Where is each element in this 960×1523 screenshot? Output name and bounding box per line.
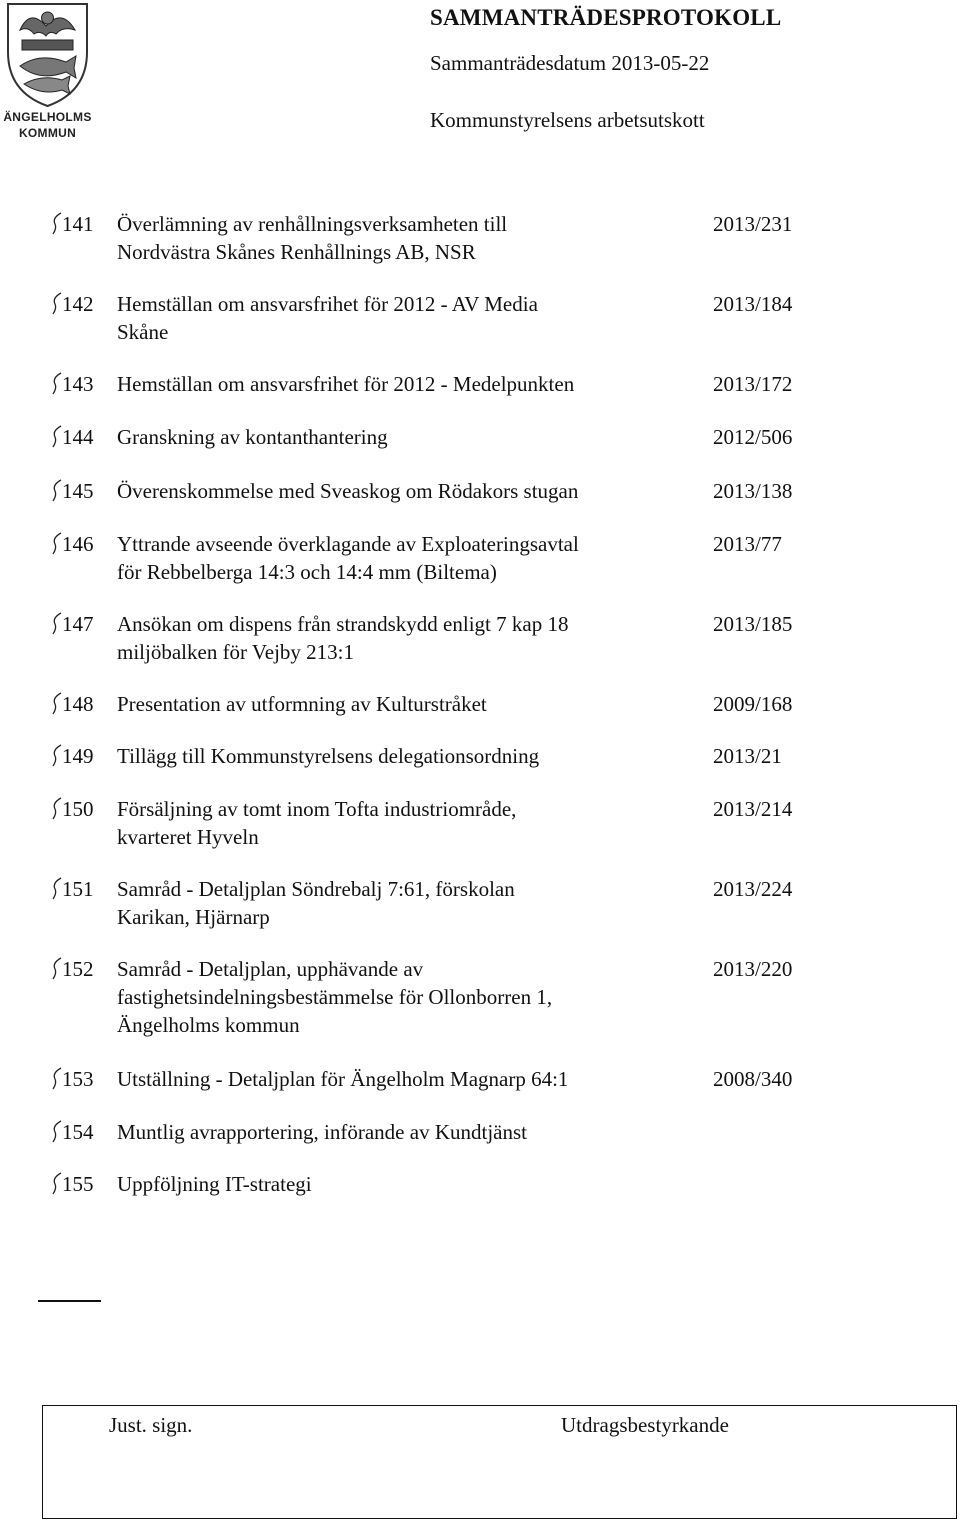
document-title: SAMMANTRÄDESPROTOKOLL xyxy=(430,5,782,30)
agenda-title-line: Granskning av kontanthantering xyxy=(117,425,388,449)
agenda-title-line: Ängelholms kommun xyxy=(117,1013,300,1037)
paragraph-number: 153 xyxy=(62,1067,94,1091)
agenda-title-line: Muntlig avrapportering, införande av Kundtjänst xyxy=(117,1120,527,1144)
agenda-title xyxy=(117,1118,707,1146)
logo-name-line1: ÄNGELHOLMS xyxy=(3,110,92,124)
agenda-title-line: Skåne xyxy=(117,320,169,344)
agenda-title xyxy=(117,955,707,1039)
meeting-date: Sammanträdesdatum 2013-05-22 xyxy=(430,51,710,75)
agenda-title-line: Utställning - Detaljplan för Ängelholm Magnarp 64:1 xyxy=(117,1067,569,1091)
agenda-title-line: miljöbalken för Vejby 213:1 xyxy=(117,640,354,664)
paragraph-number: 149 xyxy=(62,744,94,768)
agenda-title xyxy=(117,530,707,586)
agenda-title xyxy=(117,290,707,346)
agenda-title-line: Uppföljning IT-strategi xyxy=(117,1172,312,1196)
paragraph-number: 155 xyxy=(62,1172,94,1196)
agenda-title xyxy=(117,1170,707,1198)
agenda-title xyxy=(117,210,707,266)
municipality-logo xyxy=(0,0,95,145)
case-number: 2013/214 xyxy=(713,797,793,821)
agenda-title-line: Presentation av utformning av Kulturstråket xyxy=(117,692,487,716)
case-number: 2013/185 xyxy=(713,612,793,636)
agenda-title xyxy=(117,423,707,451)
committee-name: Kommunstyrelsens arbetsutskott xyxy=(430,108,705,132)
case-number: 2013/172 xyxy=(713,372,793,396)
case-number: 2009/168 xyxy=(713,692,793,716)
paragraph-number: 150 xyxy=(62,797,94,821)
agenda-title xyxy=(117,610,707,666)
paragraph-number: 144 xyxy=(62,425,94,449)
paragraph-number: 151 xyxy=(62,877,94,901)
just-sign-label: Just. sign. xyxy=(109,1413,193,1437)
coat-of-arms-icon xyxy=(0,0,95,108)
agenda-title xyxy=(117,875,707,931)
agenda-title-line: Försäljning av tomt inom Tofta industriområde, xyxy=(117,797,517,821)
case-number: 2013/220 xyxy=(713,957,793,981)
agenda-title-line: Tillägg till Kommunstyrelsens delegationsordning xyxy=(117,744,540,768)
agenda-title-line: Överenskommelse med Sveaskog om Rödakors stugan xyxy=(117,479,579,503)
case-number: 2013/138 xyxy=(713,479,793,503)
agenda-title-line: Överlämning av renhållningsverksamheten till xyxy=(117,212,508,236)
case-number: 2013/21 xyxy=(713,744,782,768)
agenda-title-line: Ansökan om dispens från strandskydd enligt 7 kap 18 xyxy=(117,612,569,636)
agenda-title-line: Samråd - Detaljplan Söndrebalj 7:61, förskolan xyxy=(117,877,515,901)
paragraph-number: 148 xyxy=(62,692,94,716)
agenda-title-line: Yttrande avseende överklagande av Exploateringsavtal xyxy=(117,532,579,556)
paragraph-number: 142 xyxy=(62,292,94,316)
case-number: 2013/224 xyxy=(713,877,793,901)
agenda-title xyxy=(117,477,707,505)
agenda-title-line: Samråd - Detaljplan, upphävande av xyxy=(117,957,424,981)
paragraph-number: 143 xyxy=(62,372,94,396)
footnote-divider xyxy=(38,1300,101,1302)
agenda-title xyxy=(117,690,707,718)
signature-box xyxy=(42,1405,957,1519)
agenda-title-line: Karikan, Hjärnarp xyxy=(117,905,270,929)
case-number: 2013/77 xyxy=(713,532,782,556)
case-number: 2013/231 xyxy=(713,212,793,236)
paragraph-number: 145 xyxy=(62,479,94,503)
utdrag-label: Utdragsbestyrkande xyxy=(561,1413,729,1437)
case-number: 2008/340 xyxy=(713,1067,793,1091)
logo-name-line2: KOMMUN xyxy=(18,126,77,140)
agenda-title xyxy=(117,795,707,851)
agenda-title-line: Hemställan om ansvarsfrihet för 2012 - Medelpunkten xyxy=(117,372,575,396)
agenda-title xyxy=(117,742,707,770)
agenda-title-line: kvarteret Hyveln xyxy=(117,825,259,849)
paragraph-number: 152 xyxy=(62,957,94,981)
agenda-title-line: Nordvästra Skånes Renhållnings AB, NSR xyxy=(117,240,476,264)
agenda-title-line: för Rebbelberga 14:3 och 14:4 mm (Biltema) xyxy=(117,560,497,584)
paragraph-number: 147 xyxy=(62,612,94,636)
paragraph-number: 141 xyxy=(62,212,94,236)
agenda-title-line: fastighetsindelningsbestämmelse för Ollonborren 1, xyxy=(117,985,553,1009)
case-number: 2012/506 xyxy=(713,425,793,449)
agenda-title xyxy=(117,370,707,398)
paragraph-number: 154 xyxy=(62,1120,94,1144)
paragraph-number: 146 xyxy=(62,532,94,556)
agenda-title xyxy=(117,1065,707,1093)
agenda-title-line: Hemställan om ansvarsfrihet för 2012 - AV Media xyxy=(117,292,538,316)
case-number: 2013/184 xyxy=(713,292,793,316)
